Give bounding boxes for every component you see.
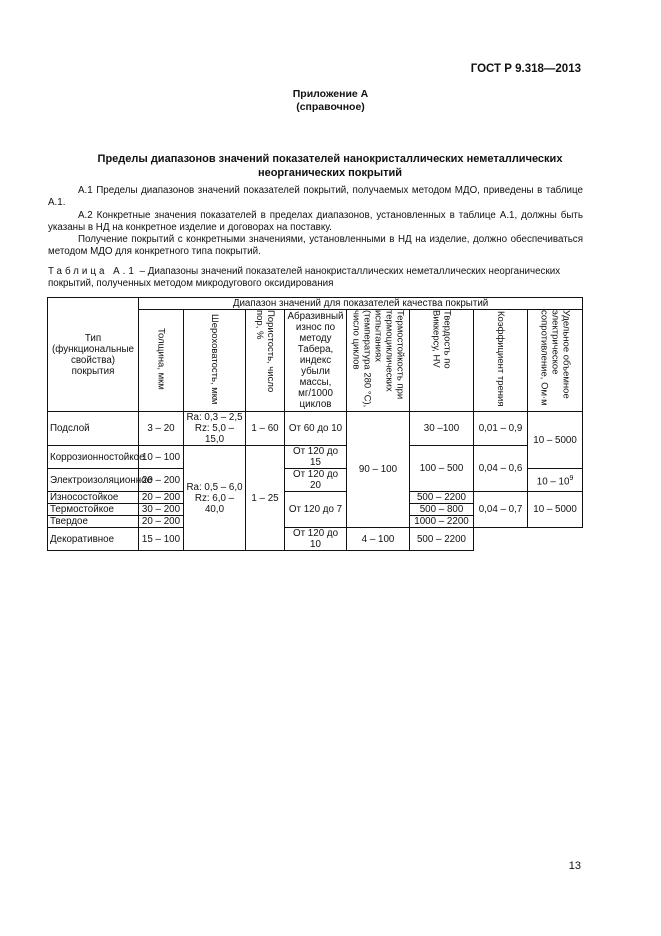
indicators-table xyxy=(47,297,583,551)
table-row xyxy=(48,412,583,446)
cell-friction: 0,04 – 0,6 xyxy=(474,446,528,492)
table-row xyxy=(48,492,583,504)
header-type: Тип (функциональные свойства) покрытия xyxy=(48,298,139,412)
header-resistivity: Удельное объемное электрическое сопротивление, Ом·м xyxy=(528,310,583,412)
row-type: Износостойкое xyxy=(48,492,139,504)
document-title: Пределы диапазонов значений показателей нанокристаллических неметаллических неорганических покрытий xyxy=(97,153,563,179)
cell-hardness: 500 – 2200 xyxy=(410,528,474,551)
cell-hardness: 500 – 2200 xyxy=(410,492,474,504)
row-type: Подслой xyxy=(48,412,139,446)
standard-number: ГОСТ Р 9.318—2013 xyxy=(470,63,581,75)
row-type: Термостойкое xyxy=(48,504,139,516)
cell-thickness: 20 – 200 xyxy=(139,492,184,504)
table-row xyxy=(48,528,583,551)
table-caption-label: Таблица А.1 xyxy=(48,266,137,277)
header-friction: Коэффициент трения xyxy=(474,310,528,412)
cell-abrasion: От 120 до 20 xyxy=(285,469,347,492)
table-row xyxy=(48,446,583,469)
row-type: Коррозионностойкое xyxy=(48,446,139,469)
header-abrasion: Абразивный износ по методу Табера, индекс убыли массы, мг/1000 циклов xyxy=(285,310,347,412)
cell-hardness: 1000 – 2200 xyxy=(410,516,474,528)
cell-friction: 0,01 – 0,9 xyxy=(474,412,528,446)
cell-abrasion: От 120 до 10 xyxy=(285,528,347,551)
paragraph-a1: А.1 Пределы диапазонов значений показателей покрытий, получаемых методом МДО, приведены в таблице А.1. xyxy=(48,185,583,208)
table-caption-text: – Диапазоны значений показателей нанокристаллических неметаллических неорганических покрытий, полученных методом микродугового оксидирования xyxy=(48,266,561,289)
header-porosity: Пористость, число пор, % xyxy=(246,310,285,412)
header-row xyxy=(48,298,583,310)
cell-hardness: 100 – 500 xyxy=(410,446,474,492)
page-number: 13 xyxy=(568,860,581,872)
header-hardness: Твердость по Виккерсу, HV xyxy=(410,310,474,412)
header-roughness: Шероховатость, мкм xyxy=(184,310,246,412)
row-type: Электроизоляционное xyxy=(48,469,139,492)
cell-hardness: 500 – 800 xyxy=(410,504,474,516)
cell-resistivity: 10 – 5000 xyxy=(528,412,583,469)
cell-porosity: 1 – 25 xyxy=(246,446,285,551)
cell-thickness: 3 – 20 xyxy=(139,412,184,446)
paragraph-a3: Получение покрытий с конкретными значениями, установленными в НД на изделие, должно обеспечиваться методом МДО для конкретного типа покрытий. xyxy=(48,234,583,257)
cell-thickness: 10 – 100 xyxy=(139,446,184,469)
cell-heat: 90 – 100 xyxy=(347,412,410,528)
cell-thickness: 20 – 200 xyxy=(139,516,184,528)
header-group: Диапазон значений для показателей качества покрытий xyxy=(139,298,583,310)
cell-hardness: 30 –100 xyxy=(410,412,474,446)
cell-thickness: 15 – 100 xyxy=(139,528,184,551)
cell-porosity: 1 – 60 xyxy=(246,412,285,446)
appendix-heading xyxy=(0,88,661,114)
cell-abrasion: От 60 до 10 xyxy=(285,412,347,446)
cell-abrasion: От 120 до 7 xyxy=(285,492,347,528)
cell-thickness: 20 – 200 xyxy=(139,469,184,492)
cell-friction: 0,04 – 0,7 xyxy=(474,492,528,528)
row-type: Декоративное xyxy=(48,528,139,551)
cell-heat: 4 – 100 xyxy=(347,528,410,551)
cell-roughness: Ra: 0,3 – 2,5 Rz: 5,0 – 15,0 xyxy=(184,412,246,446)
appendix-name: Приложение А xyxy=(292,88,369,100)
header-heat: Термостойкость при термоциклических испытаниях (температура 280 °С), число циклов xyxy=(347,310,410,412)
cell-abrasion: От 120 до 15 xyxy=(285,446,347,469)
cell-thickness: 30 – 200 xyxy=(139,504,184,516)
header-thickness: Толщина, мкм xyxy=(139,310,184,412)
cell-resistivity: 10 – 5000 xyxy=(528,492,583,528)
paragraph-a2: А.2 Конкретные значения показателей в пределах диапазонов, установленных в таблице А.1, должны быть указаны в НД на конкретное изделие и договорах на поставку. xyxy=(48,210,583,233)
table-caption xyxy=(48,266,583,290)
cell-resistivity: $10 - 10^9$ xyxy=(528,469,583,492)
appendix-kind: (справочное) xyxy=(296,101,365,113)
row-type: Твердое xyxy=(48,516,139,528)
cell-roughness: Ra: 0,5 – 6,0 Rz: 6,0 – 40,0 xyxy=(184,446,246,551)
